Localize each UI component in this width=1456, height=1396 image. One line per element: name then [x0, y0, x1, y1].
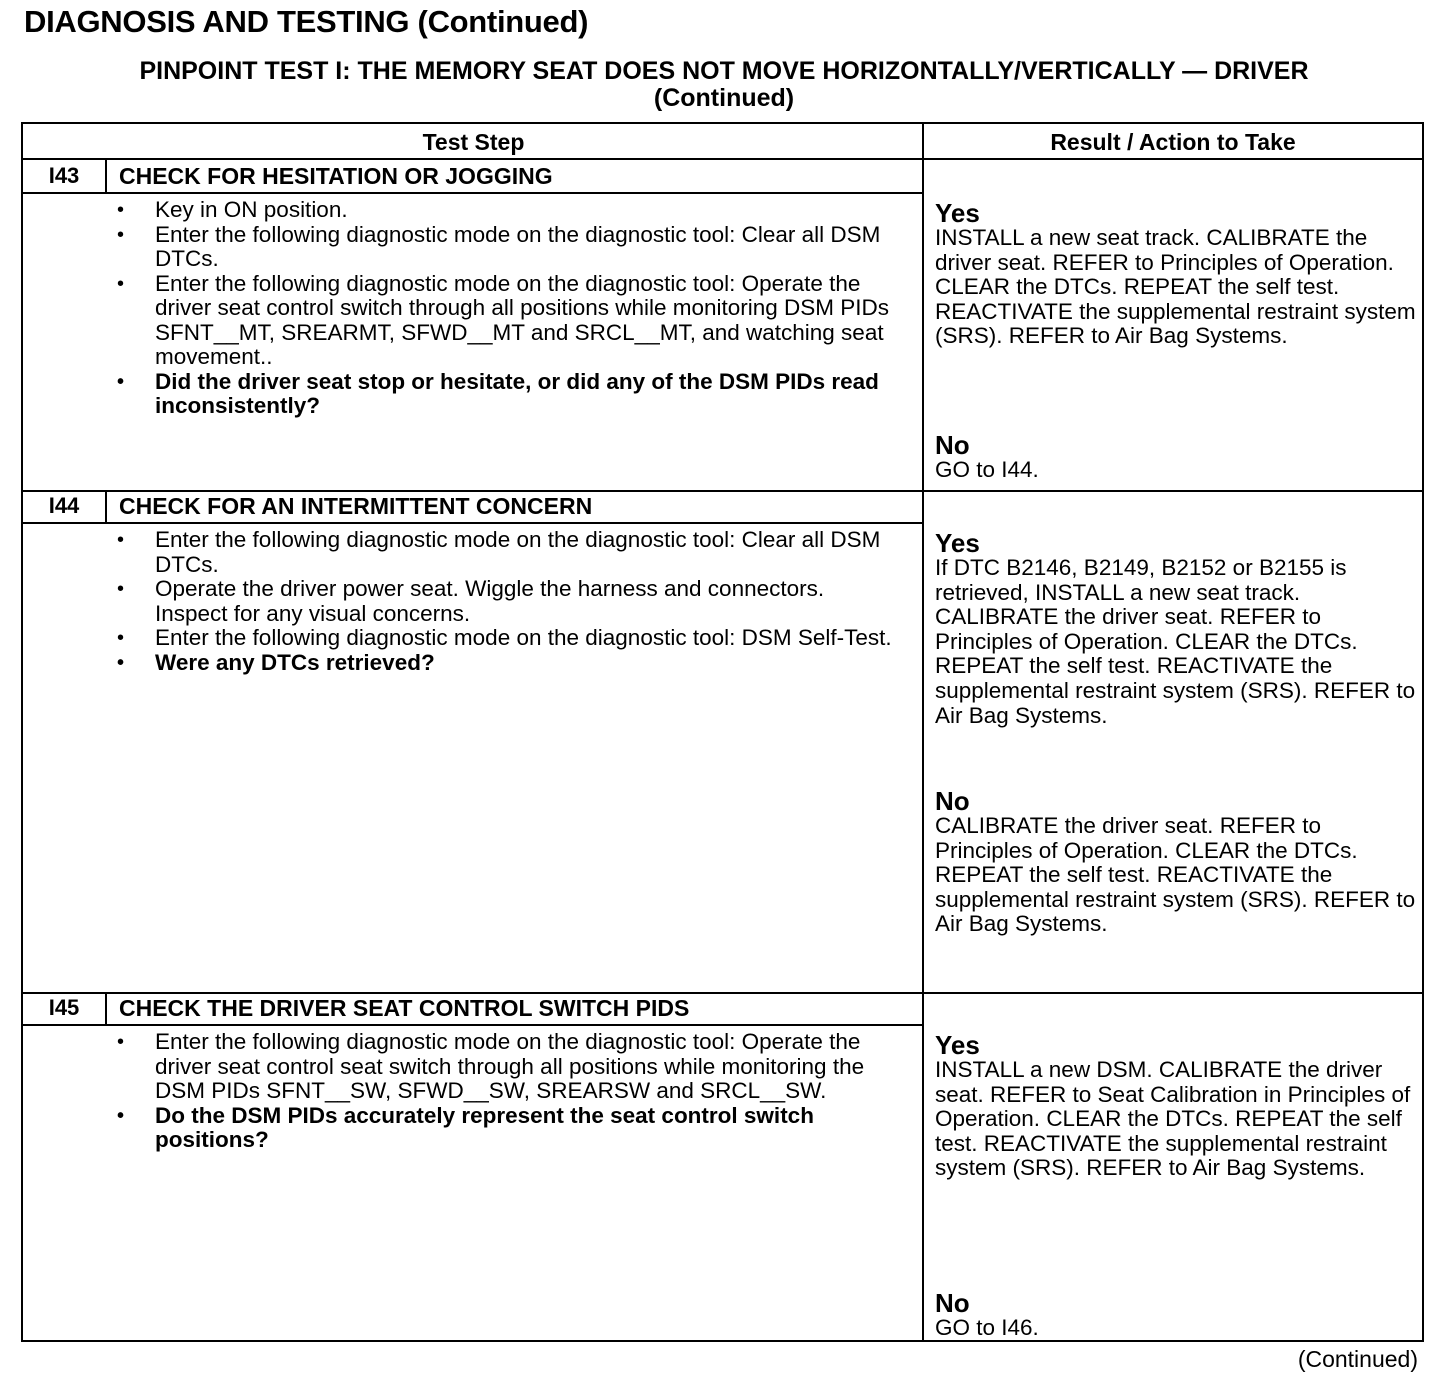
step-block-i43: [23, 160, 1422, 492]
no-action: CALIBRATE the driver seat. REFER to Principles of Operation. CLEAR the DTCs. REPEAT the self test. REACTIVATE the supplemental restraint system (SRS). REFER to Air Bag Systems.: [935, 813, 1416, 937]
step-header: [23, 490, 924, 524]
step-instructions: [115, 198, 895, 419]
step-instructions: [115, 528, 895, 675]
section-title: DIAGNOSIS AND TESTING (Continued): [24, 4, 589, 39]
yes-label: Yes: [935, 528, 980, 558]
procedure-table: [21, 122, 1424, 1342]
yes-label: Yes: [935, 1030, 980, 1060]
result-no: [935, 788, 1419, 937]
continued-footer: (Continued): [1297, 1346, 1418, 1372]
step-header: [23, 160, 924, 194]
list-item: • Key in ON position.: [115, 198, 895, 223]
pinpoint-title-text: PINPOINT TEST I: THE MEMORY SEAT DOES NOT MOVE HORIZONTALLY/VERTICALLY — DRIVER: [139, 57, 1309, 85]
yes-label: Yes: [935, 198, 980, 228]
yes-action: INSTALL a new seat track. CALIBRATE the driver seat. REFER to Principles of Operation. CLEAR the DTCs. REPEAT the self test. REACTIVATE the supplemental restraint system (SRS). REFER to Air Bag Systems.: [935, 225, 1416, 349]
list-item: • Enter the following diagnostic mode on the diagnostic tool: DSM Self-Test.: [115, 626, 895, 651]
yes-action: INSTALL a new DSM. CALIBRATE the driver seat. REFER to Seat Calibration in Principles of Operation. CLEAR the DTCs. REPEAT the self test. REACTIVATE the supplemental restraint system (SRS). REFER to Air Bag Systems.: [935, 1057, 1411, 1181]
list-item: • Operate the driver power seat. Wiggle the harness and connectors. Inspect for any visual concerns.: [115, 577, 895, 626]
step-number: I45: [23, 992, 107, 1024]
step-number: I43: [23, 160, 107, 192]
column-header-result: Result / Action to Take: [924, 124, 1422, 160]
no-action: GO to I46.: [935, 1315, 1039, 1340]
result-no: [935, 1290, 1419, 1341]
no-action: GO to I44.: [935, 457, 1039, 482]
no-label: No: [935, 1288, 970, 1318]
step-title: CHECK THE DRIVER SEAT CONTROL SWITCH PIDS: [119, 995, 690, 1021]
result-yes: [935, 530, 1419, 728]
column-header-test-step: Test Step: [23, 124, 924, 160]
no-label: No: [935, 430, 970, 460]
yes-action: If DTC B2146, B2149, B2152 or B2155 is retrieved, INSTALL a new seat track. CALIBRATE the driver seat. REFER to Principles of Operation. CLEAR the DTCs. REPEAT the self test. REACTIVATE the supplemental restraint system (SRS). REFER to Air Bag Systems.: [935, 555, 1416, 728]
no-label: No: [935, 786, 970, 816]
list-item: • Enter the following diagnostic mode on the diagnostic tool: Operate the driver seat control switch through all positions while monitoring DSM PIDs SFNT__MT, SREARMT, SFWD__MT and SRCL__MT, and watching seat movement..: [115, 272, 895, 370]
step-title: CHECK FOR HESITATION OR JOGGING: [119, 163, 553, 189]
step-block-i45: [23, 992, 1422, 1340]
step-instructions: [115, 1030, 895, 1153]
step-question: • Did the driver seat stop or hesitate, or did any of the DSM PIDs read inconsistently?: [115, 370, 895, 419]
pinpoint-test-title: [24, 58, 1424, 112]
result-yes: [935, 200, 1419, 349]
step-title: CHECK FOR AN INTERMITTENT CONCERN: [119, 493, 593, 519]
list-item: • Enter the following diagnostic mode on the diagnostic tool: Clear all DSM DTCs.: [115, 223, 895, 272]
list-item: • Enter the following diagnostic mode on the diagnostic tool: Operate the driver seat control seat switch through all positions while monitoring the DSM PIDs SFNT__SW, SFWD__SW, SREARSW and SRCL__SW.: [115, 1030, 895, 1104]
step-question: • Were any DTCs retrieved?: [115, 651, 895, 676]
step-block-i44: [23, 490, 1422, 994]
step-header: [23, 992, 924, 1026]
step-number: I44: [23, 490, 107, 522]
list-item: • Enter the following diagnostic mode on the diagnostic tool: Clear all DSM DTCs.: [115, 528, 895, 577]
result-no: [935, 432, 1419, 483]
pinpoint-continued: (Continued): [653, 84, 795, 112]
result-yes: [935, 1032, 1419, 1181]
step-question: • Do the DSM PIDs accurately represent the seat control switch positions?: [115, 1104, 895, 1153]
